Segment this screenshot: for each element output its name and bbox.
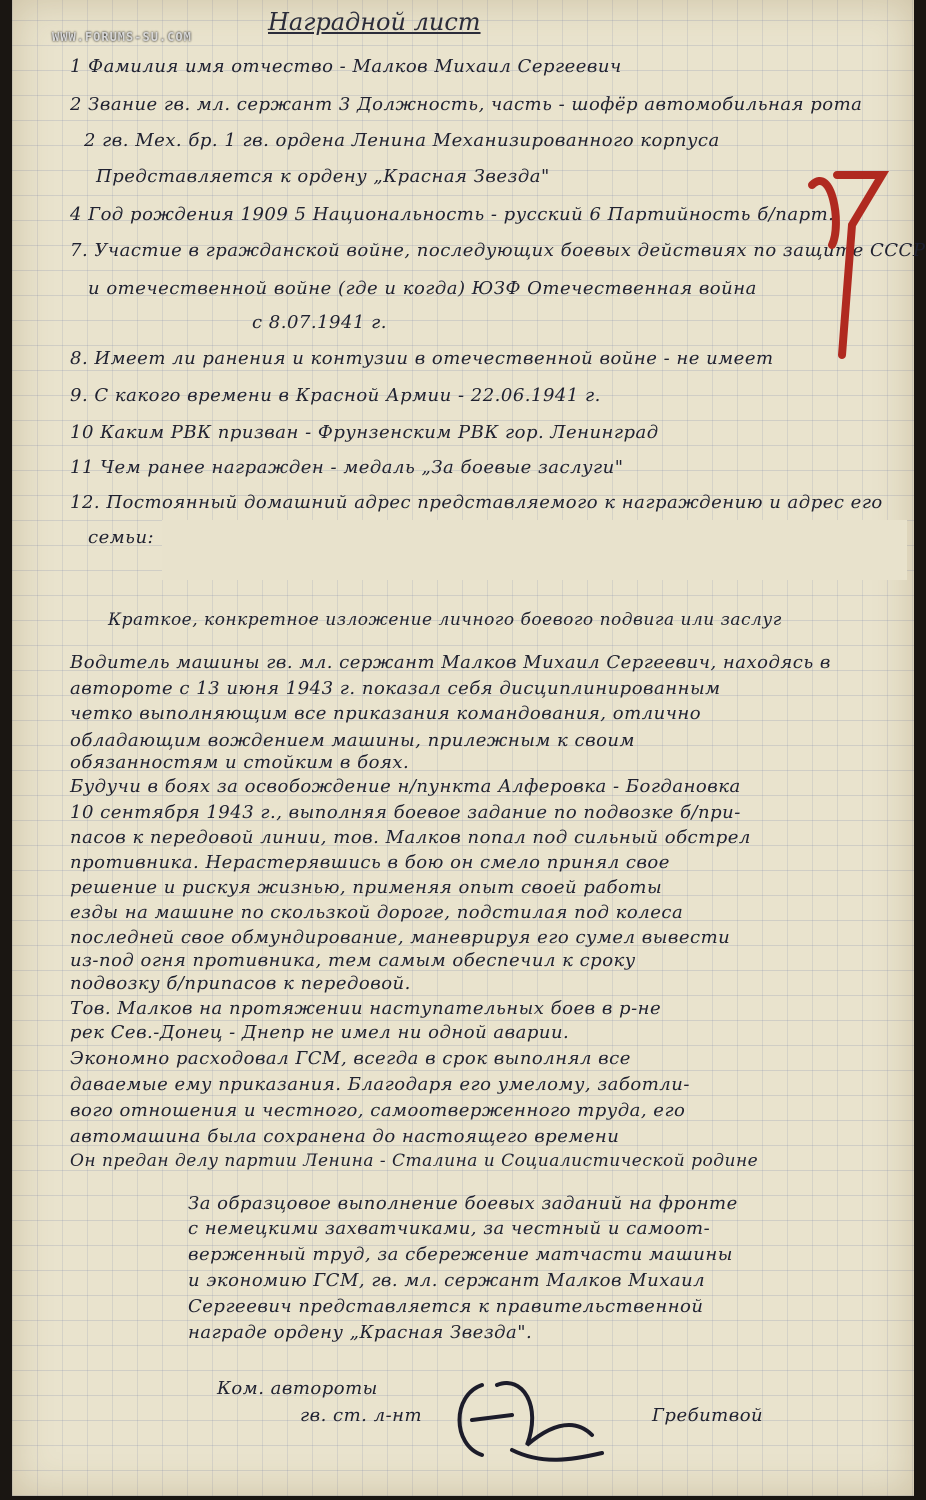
conclusion-line: и экономию ГСМ, гв. мл. сержант Малков Михаил <box>188 1270 706 1291</box>
feat-line: решение и рискуя жизнью, применяя опыт своей работы <box>70 877 663 898</box>
feat-line: 10 сентября 1943 г., выполняя боевое задание по подвозке б/при- <box>70 802 741 823</box>
award-sheet <box>12 0 926 1496</box>
field-wounds: 8. Имеет ли ранения и контузии в отечественной войне - не имеет <box>70 348 774 369</box>
signature-role: Ком. автороты <box>217 1378 378 1399</box>
red-pencil-mark <box>802 165 922 365</box>
signature-name: Гребитвой <box>652 1405 764 1426</box>
feat-line: рек Сев.-Донец - Днепр не имел ни одной аварии. <box>70 1022 570 1043</box>
feat-line: противника. Нерастерявшись в бою он смело принял свое <box>70 852 670 873</box>
feat-line: Водитель машины гв. мл. сержант Малков Михаил Сергеевич, находясь в <box>70 652 831 673</box>
field-army-since: 9. С какого времени в Красной Армии - 22.06.1941 г. <box>70 385 601 406</box>
feat-line: пасов к передовой линии, тов. Малков попал под сильный обстрел <box>70 827 751 848</box>
feat-line: автомашина была сохранена до настоящего времени <box>70 1126 620 1147</box>
field-address: 12. Постоянный домашний адрес представляемого к награждению и адрес его <box>70 492 883 513</box>
feat-line: Экономно расходовал ГСМ, всегда в срок выполнял все <box>70 1048 631 1069</box>
feat-line: Он предан делу партии Ленина - Сталина и Социалистической родине <box>70 1151 759 1171</box>
feat-line: подвозку б/припасов к передовой. <box>70 973 411 994</box>
signature-rank: гв. ст. л-нт <box>300 1405 423 1426</box>
field-patriotic-war: и отечественной войне (где и когда) ЮЗФ Отечественная война <box>88 278 757 299</box>
field-unit: 2 гв. Мех. бр. 1 гв. ордена Ленина Механизированного корпуса <box>84 130 720 151</box>
field-conscription: 10 Каким РВК призван - Фрунзенским РВК гор. Ленинград <box>70 422 659 443</box>
feat-heading: Краткое, конкретное изложение личного боевого подвига или заслуг <box>108 610 782 630</box>
feat-line: Тов. Малков на протяжении наступательных боев в р-не <box>70 998 662 1019</box>
feat-line: из-под огня противника, тем самым обеспечил к сроку <box>70 950 636 971</box>
feat-line: обладающим вождением машины, прилежным к своим <box>70 730 635 751</box>
redacted-address <box>162 520 907 580</box>
field-civil-war: 7. Участие в гражданской войне, последующих боевых действиях по защите СССР <box>70 240 926 261</box>
feat-line: четко выполняющим все приказания командования, отлично <box>70 703 702 724</box>
field-nomination: Представляется к ордену „Красная Звезда" <box>96 166 550 187</box>
feat-line: вого отношения и честного, самоотверженного труда, его <box>70 1100 686 1121</box>
feat-line: езды на машине по скользкой дороге, подстилая под колеса <box>70 902 684 923</box>
feat-line: Будучи в боях за освобождение н/пункта Алферовка - Богдановка <box>70 776 741 797</box>
feat-line: обязанностям и стойким в боях. <box>70 752 410 773</box>
page-title: Наградной лист <box>268 8 481 36</box>
handwritten-signature <box>442 1365 612 1485</box>
field-birth-nationality-party: 4 Год рождения 1909 5 Национальность - русский 6 Партийность б/парт. <box>70 204 835 225</box>
field-war-date: с 8.07.1941 г. <box>252 312 387 333</box>
field-previous-awards: 11 Чем ранее награжден - медаль „За боевые заслуги" <box>70 457 624 478</box>
conclusion-line: с немецкими захватчиками, за честный и самоот- <box>188 1218 711 1239</box>
conclusion-line: За образцовое выполнение боевых заданий на фронте <box>188 1193 738 1214</box>
feat-line: последней свое обмундирование, маневрируя его сумел вывести <box>70 927 731 948</box>
conclusion-line: верженный труд, за сбережение матчасти машины <box>188 1244 733 1265</box>
feat-line: автороте с 13 июня 1943 г. показал себя дисциплинированным <box>70 678 721 699</box>
feat-line: даваемые ему приказания. Благодаря его умелому, заботли- <box>70 1074 690 1095</box>
watermark: WWW.FORUMS-SU.COM <box>52 30 192 44</box>
field-name: 1 Фамилия имя отчество - Малков Михаил Сергеевич <box>70 56 622 77</box>
conclusion-line: награде ордену „Красная Звезда". <box>188 1322 533 1343</box>
field-family: семьи: <box>88 527 155 548</box>
field-rank-position: 2 Звание гв. мл. сержант 3 Должность, часть - шофёр автомобильная рота <box>70 94 863 115</box>
conclusion-line: Сергеевич представляется к правительственной <box>188 1296 704 1317</box>
